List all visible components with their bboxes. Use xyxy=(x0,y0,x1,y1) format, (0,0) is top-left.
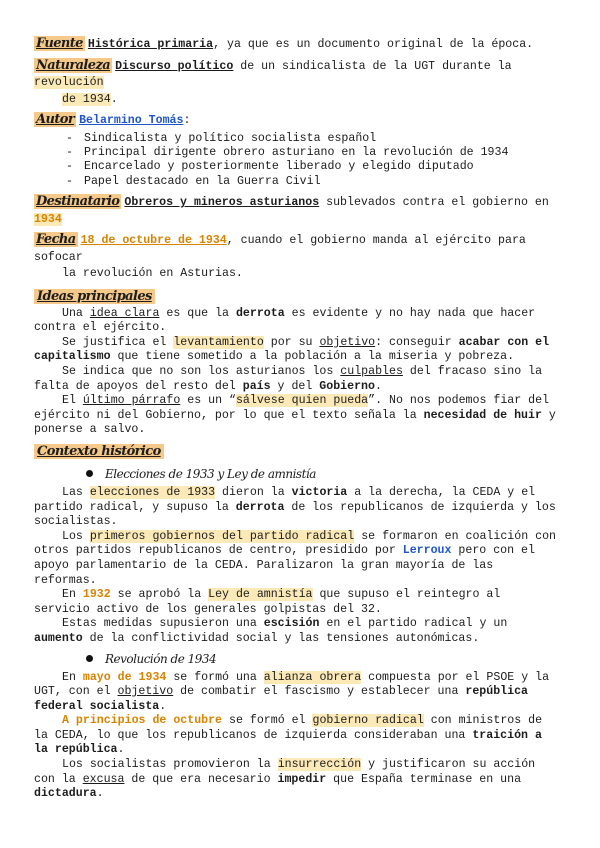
contexto-paragraph-1: Las elecciones de 1933 dieron la victoria a la derecha, la CEDA y el partido radical, y supuso la derrota de los republicanos de izquierda y los socialistas. xyxy=(34,485,556,529)
naturaleza-highlight: revolución xyxy=(34,76,104,89)
ideas-paragraph-2: Se justifica el levantamiento por su objetivo: conseguir acabar con el capitalismo que tiene sometido a la población a la miseria y pobreza. xyxy=(34,335,550,364)
fecha-heading: Fecha xyxy=(36,232,76,248)
autor-list xyxy=(34,132,562,190)
naturaleza-highlight-cont: de 1934 xyxy=(62,92,111,106)
naturaleza-heading: Naturaleza xyxy=(36,57,111,73)
list-item: - Sindicalista y político socialista español xyxy=(84,132,562,146)
contexto-heading: Contexto histórico xyxy=(34,444,164,459)
fecha-date: 18 de octubre de 1934 xyxy=(80,234,227,248)
contexto-paragraph-6: A principios de octubre se formó el gobierno radical con ministros de la CEDA, lo que los republicanos de izquierda consideraban una traición a la república. xyxy=(34,714,543,757)
naturaleza-row xyxy=(34,58,562,109)
naturaleza-end: . xyxy=(110,92,118,106)
list-item: - Encarcelado y posteriormente liberado y elegido diputado xyxy=(84,160,562,174)
subsection-revolucion xyxy=(34,652,562,667)
destinatario-value: Obreros y mineros asturianos xyxy=(124,196,320,210)
autor-row xyxy=(34,112,562,189)
fecha-row xyxy=(34,232,562,283)
contexto-paragraph-5: En mayo de 1934 se formó una alianza obrera compuesta por el PSOE y la UGT, con el objetivo de combatir el fascismo y establecer una república federal socialista. xyxy=(34,670,550,713)
fuente-heading: Fuente xyxy=(36,36,83,51)
contexto-paragraph-4: Estas medidas supusieron una escisión en el partido radical y un aumento de la conflictividad social y las tensiones autonómicas. xyxy=(34,617,508,645)
ideas-paragraph-3: Se indica que no son los asturianos los culpables del fracaso sino la falta de apoyos del resto del país y del Gobierno. xyxy=(34,365,543,393)
naturaleza-text: de un sindicalista de la UGT durante la xyxy=(233,59,512,73)
list-item: - Principal dirigente obrero asturiano en la revolución de 1934 xyxy=(84,146,562,160)
autor-name: Belarmino Tomás xyxy=(79,114,184,127)
list-item: - Papel destacado en la Guerra Civil xyxy=(84,175,562,189)
ideas-paragraph-4: El último párrafo es un “sálvese quien pueda”. No nos podemos fiar del ejército ni del Gobierno, por lo que el texto señala la necesidad de huir y ponerse a salvo. xyxy=(34,394,556,437)
fuente-row xyxy=(34,36,562,54)
subsection-title: Elecciones de 1933 y Ley de amnistía xyxy=(105,466,316,481)
ideas-paragraph-1: Una idea clara es que la derrota es evidente y no hay nada que hacer contra el ejército. xyxy=(34,306,536,335)
autor-heading: Autor xyxy=(36,112,75,127)
fuente-text: , ya que es un documento original de la época. xyxy=(213,38,534,51)
destinatario-text: sublevados contra el gobierno en xyxy=(319,196,549,210)
fecha-text: , cuando el gobierno manda al ejército para sofocar xyxy=(34,234,526,264)
bullet-icon xyxy=(86,470,93,477)
contexto-paragraph-3: En 1932 se aprobó la Ley de amnistía que supuso el reintegro al servicio activo de los generales golpistas del 32. xyxy=(34,588,501,616)
destinatario-year: 1934 xyxy=(34,212,62,226)
naturaleza-type: Discurso político xyxy=(115,59,234,73)
destinatario-heading: Destinatario xyxy=(36,194,120,210)
contexto-paragraph-7: Los socialistas promovieron la insurrección y justificaron su acción con la excusa de que era necesario impedir que España terminase en una dictadura. xyxy=(34,758,536,801)
destinatario-row xyxy=(34,194,562,228)
contexto-paragraph-2: Los primeros gobiernos del partido radical se formaron en coalición con otros partidos republicanos de centro, presidido por Lerroux pero con el apoyo parlamentario de la CEDA. Paralizaron la gran mayoría de las reformas. xyxy=(34,529,556,587)
fecha-cont: la revolución en Asturias. xyxy=(62,267,243,281)
bullet-icon xyxy=(86,655,93,662)
subsection-elecciones xyxy=(34,467,562,482)
subsection-title: Revolución de 1934 xyxy=(105,651,217,666)
autor-colon: : xyxy=(183,114,191,127)
ideas-heading: Ideas principales xyxy=(34,289,155,304)
fuente-type: Histórica primaria xyxy=(87,38,214,51)
